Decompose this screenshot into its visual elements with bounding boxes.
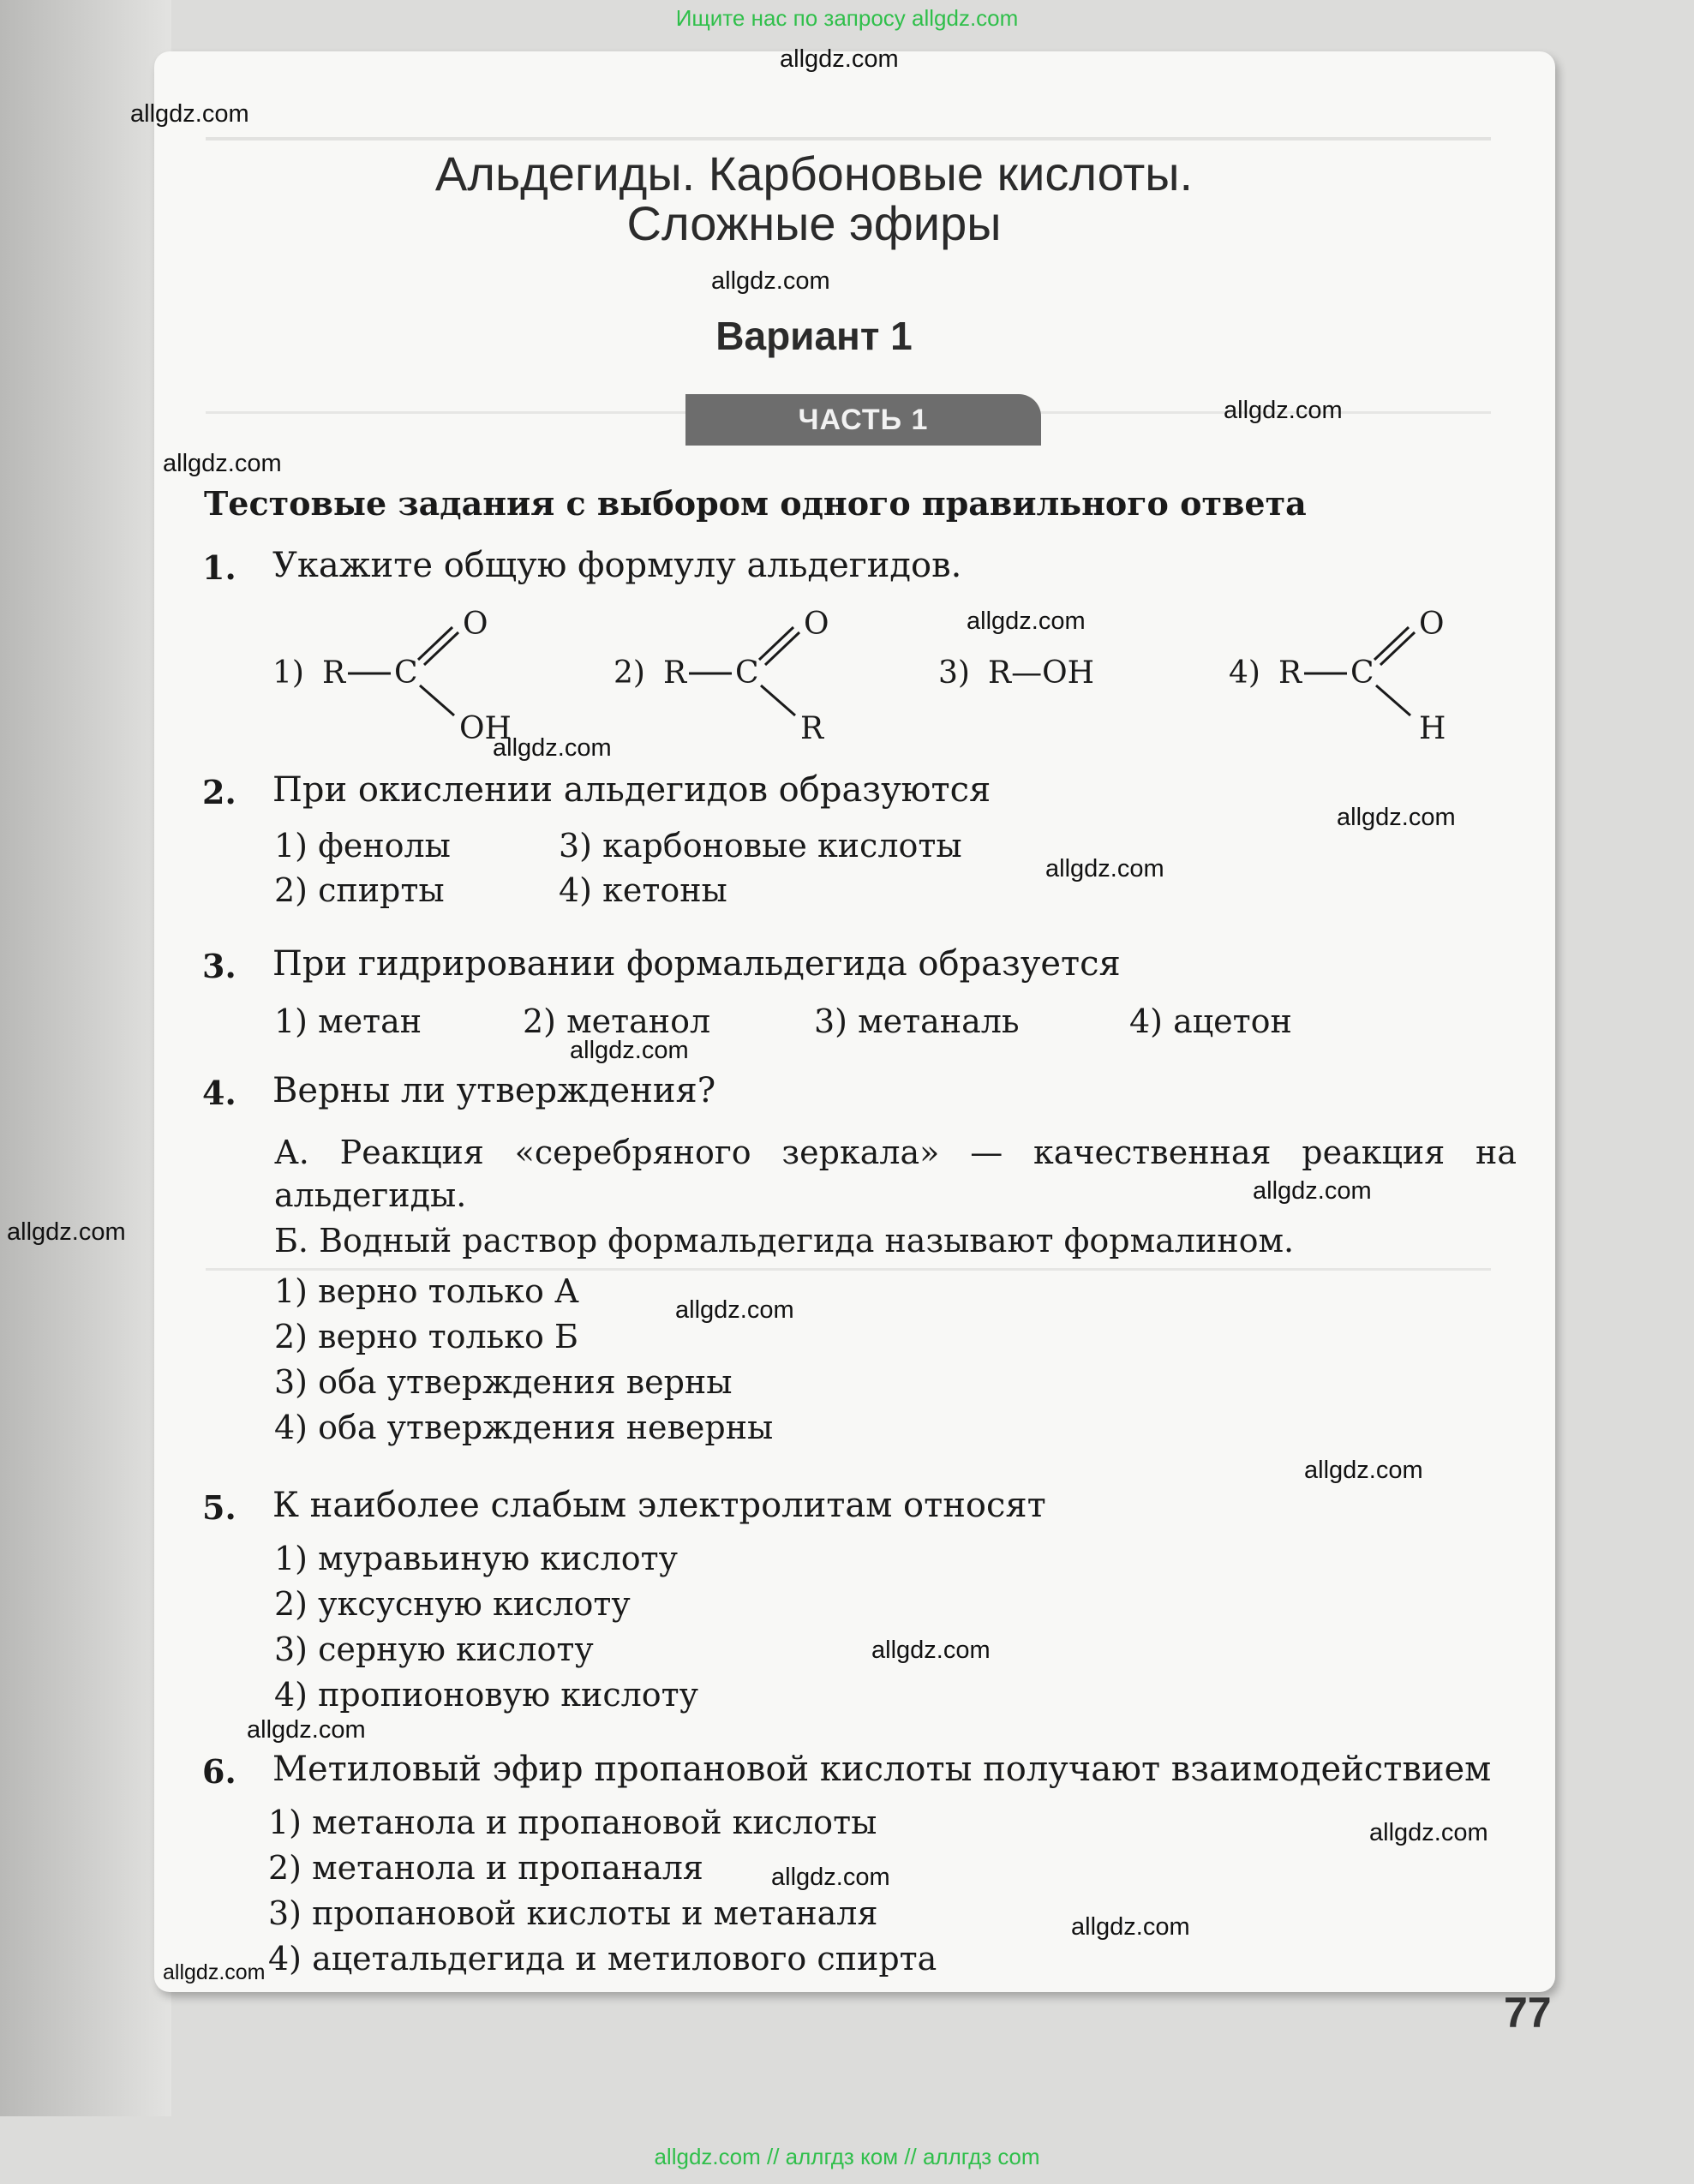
formula-2-svg — [614, 600, 871, 745]
question-2-option: 4) кетоны — [559, 871, 727, 909]
question-1-text: Укажите общую формулу альдегидов. — [272, 546, 962, 585]
question-4-number: 4. — [202, 1074, 236, 1112]
question-4-statement-a-cont: альдегиды. — [274, 1176, 467, 1214]
section-heading: Тестовые задания с выбором одного правильного ответа — [204, 484, 1307, 523]
formula-4-top: O — [1419, 607, 1445, 642]
formula-2-bond-bottom — [761, 685, 795, 715]
part-label — [685, 394, 1041, 446]
watermark: allgdz.com — [771, 1864, 890, 1891]
question-3-option: 2) метанол — [523, 1002, 711, 1040]
top-banner: Ищите нас по запросу allgdz.com — [675, 5, 1019, 31]
watermark: allgdz.com — [7, 1218, 126, 1246]
question-1-number: 1. — [202, 548, 236, 587]
watermark: allgdz.com — [1045, 855, 1164, 883]
part-label-text: ЧАСТЬ 1 — [798, 403, 929, 436]
watermark: allgdz.com — [1337, 804, 1456, 831]
question-4-option: 2) верно только Б — [274, 1318, 578, 1355]
watermark: allgdz.com — [570, 1037, 689, 1064]
watermark: allgdz.com — [1253, 1177, 1372, 1205]
question-6-option: 3) пропановой кислоты и метаналя — [268, 1894, 878, 1932]
page-title-line2: Сложные эфиры — [626, 196, 1002, 250]
formula-1-bottom: OH — [459, 711, 512, 746]
question-5-number: 5. — [202, 1488, 236, 1527]
watermark: allgdz.com — [1071, 1913, 1190, 1941]
watermark: allgdz.com — [163, 1960, 266, 1984]
formula-4-bond-bottom — [1376, 685, 1410, 715]
watermark: allgdz.com — [163, 450, 282, 477]
question-4-option: 4) оба утверждения неверны — [274, 1409, 774, 1446]
formula-1-r: R — [322, 655, 346, 691]
watermark: allgdz.com — [871, 1637, 991, 1664]
question-6-option: 1) метанола и пропановой кислоты — [268, 1804, 877, 1841]
formula-option-4 — [1229, 600, 1486, 745]
question-6-number: 6. — [202, 1752, 236, 1791]
watermark: allgdz.com — [967, 607, 1086, 635]
question-3-text: При гидрировании формальдегида образуется — [272, 944, 1121, 984]
page-title-line1: Альдегиды. Карбоновые кислоты. — [434, 147, 1194, 200]
question-5-option: 3) серную кислоту — [274, 1631, 594, 1668]
formula-2-r: R — [663, 655, 687, 691]
watermark: allgdz.com — [1224, 397, 1343, 424]
watermark: allgdz.com — [1369, 1819, 1488, 1846]
formula-4-svg — [1229, 600, 1486, 745]
formula-4-num: 4) — [1229, 655, 1260, 691]
question-5-option: 4) пропионовую кислоту — [274, 1676, 699, 1714]
variant-heading: Вариант 1 — [715, 314, 913, 358]
question-6-option: 2) метанола и пропаналя — [268, 1849, 703, 1887]
bottom-banner: allgdz.com // аллгдз ком // аллгдз com — [654, 2144, 1040, 2169]
question-5-text: К наиболее слабым электролитам относят — [272, 1486, 1046, 1525]
formula-2-top: O — [804, 607, 829, 642]
formula-1-num: 1) — [272, 655, 304, 691]
question-2-option: 1) фенолы — [274, 827, 451, 865]
question-3-option: 3) метаналь — [814, 1002, 1020, 1040]
page-number: 77 — [1504, 1989, 1552, 2037]
question-3-number: 3. — [202, 947, 236, 985]
question-4-text: Верны ли утверждения? — [272, 1071, 716, 1110]
formula-1-c: C — [394, 655, 418, 691]
formula-2-bottom: R — [800, 711, 824, 746]
watermark: allgdz.com — [675, 1296, 794, 1324]
question-5-option: 1) муравьиную кислоту — [274, 1540, 678, 1577]
watermark: allgdz.com — [780, 45, 899, 73]
formula-3-text: R—OH — [988, 655, 1095, 691]
formula-1-svg — [272, 600, 530, 745]
watermark: allgdz.com — [130, 100, 249, 128]
question-3-option: 4) ацетон — [1129, 1002, 1292, 1040]
formula-option-1 — [272, 600, 530, 745]
formula-3-num: 3) — [938, 655, 970, 691]
question-6-text: Метиловый эфир пропановой кислоты получают взаимодействием — [272, 1750, 1492, 1789]
question-6-option: 4) ацетальдегида и метилового спирта — [268, 1940, 937, 1978]
question-2-option: 3) карбоновые кислоты — [559, 827, 962, 865]
formula-option-2 — [614, 600, 871, 745]
watermark: allgdz.com — [711, 267, 830, 295]
watermark: allgdz.com — [493, 734, 612, 762]
question-4-option: 3) оба утверждения верны — [274, 1363, 733, 1401]
question-3-option: 1) метан — [274, 1002, 422, 1040]
formula-1-top: O — [463, 607, 488, 642]
question-4-option: 1) верно только А — [274, 1272, 579, 1310]
question-4-statement-b: Б. Водный раствор формальдегида называют формалином. — [274, 1222, 1295, 1260]
question-4-statement-a: А. Реакция «серебряного зеркала» — качественная реакция на — [274, 1134, 1517, 1171]
question-5-option: 2) уксусную кислоту — [274, 1585, 631, 1623]
book-spine-shadow — [0, 0, 171, 2116]
formula-4-r: R — [1278, 655, 1302, 691]
watermark: allgdz.com — [247, 1716, 366, 1744]
question-2-number: 2. — [202, 773, 236, 811]
formula-2-c: C — [735, 655, 759, 691]
formula-4-bottom: H — [1419, 711, 1446, 746]
formula-2-num: 2) — [614, 655, 645, 691]
watermark: allgdz.com — [1304, 1457, 1423, 1484]
question-2-text: При окислении альдегидов образуются — [272, 770, 991, 810]
formula-1-bond-bottom — [420, 685, 454, 715]
formula-4-c: C — [1350, 655, 1374, 691]
question-2-option: 2) спирты — [274, 871, 445, 909]
